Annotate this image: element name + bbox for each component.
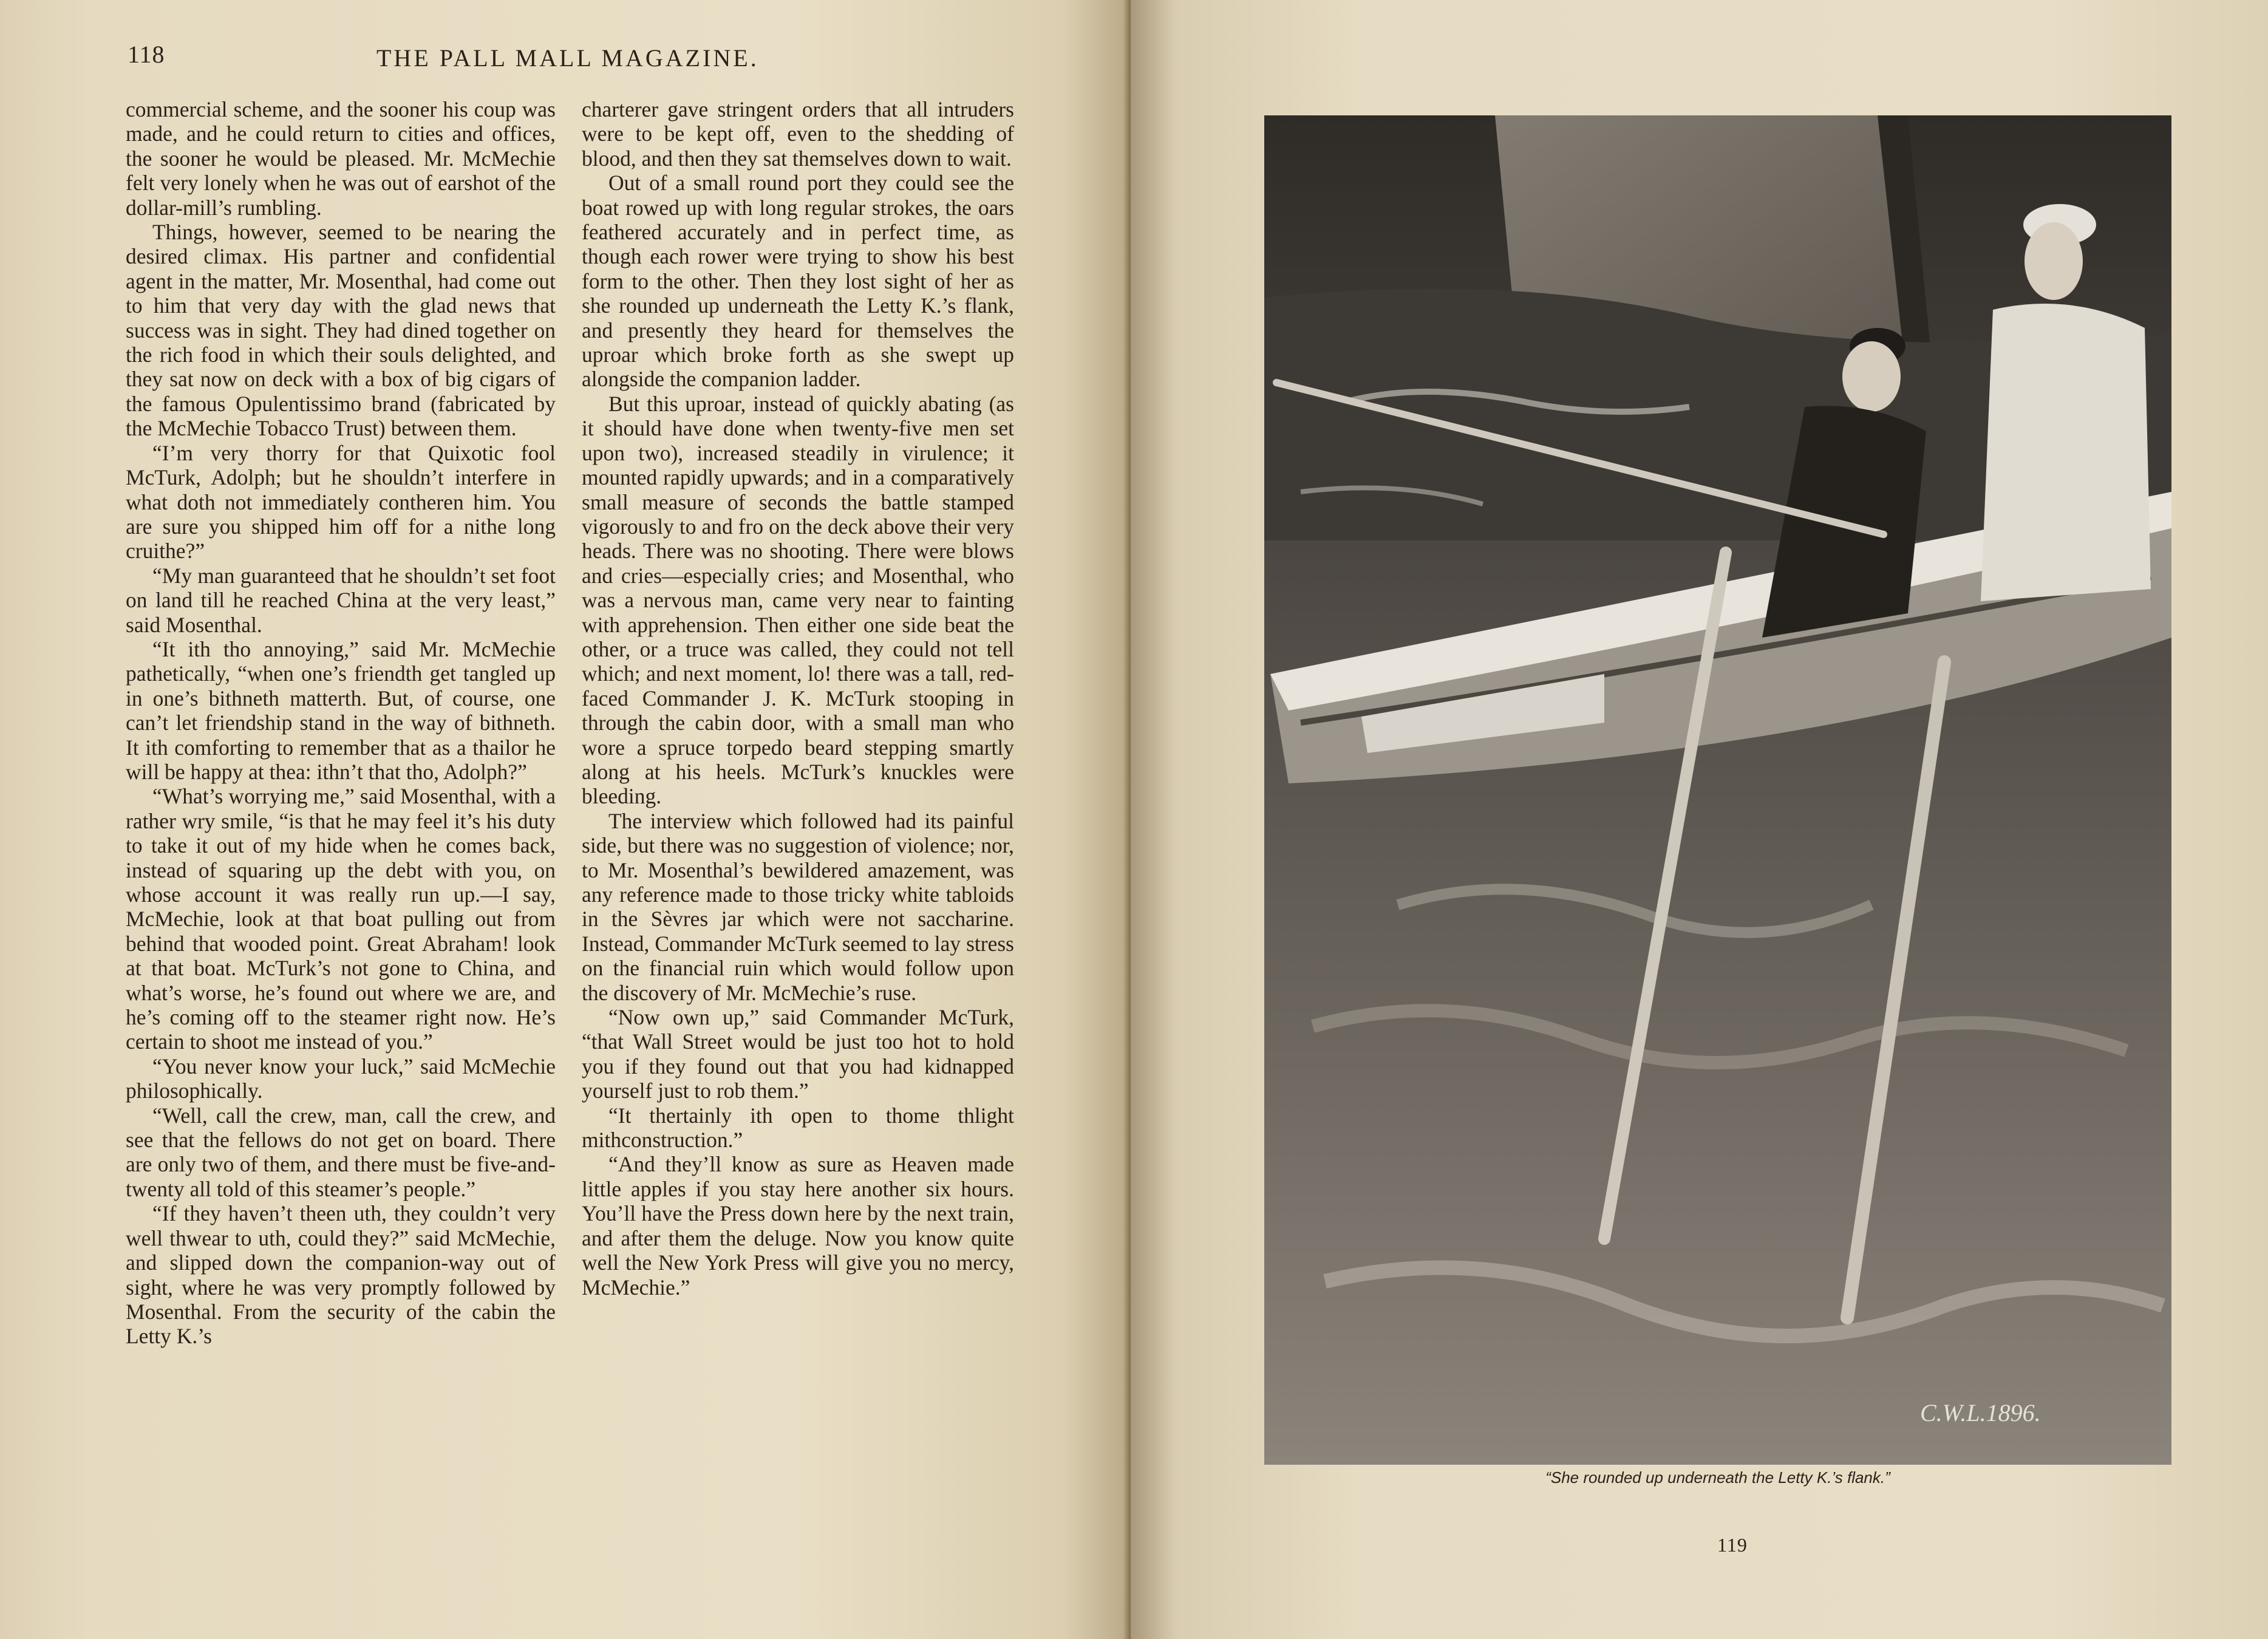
paragraph: Things, however, seemed to be nearing the desired climax. His partner and confidential agent in the matter, Mr. Mosenthal, had come out to him that very day with the glad news that success was in sight. They had dined together on the rich food in which their souls delighted, and they sat now on deck with a box of big cigars of the famous Opulentissimo brand (fabricated by the McMechie Tobacco Trust) between them. [126,220,556,441]
paragraph: “And they’ll know as sure as Heaven made little apples if you stay here another six hours. You’ll have the Press down here by the next train, and after them the deluge. Now you know quite well the New York Press will give you no mercy, McMechie.” [582,1152,1014,1300]
paragraph: “My man guaranteed that he shouldn’t set foot on land till he reached China at the very least,” said Mosenthal. [126,563,556,637]
paragraph: charterer gave stringent orders that all intruders were to be kept off, even to the shedding of blood, and then they sat themselves down to wait. [582,97,1014,171]
left-page [0,0,1131,1639]
illustration-rowboat [1264,115,2171,1465]
paragraph: “Well, call the crew, man, call the crew, and see that the fellows do not get on board. There are only two of them, and there must be five-and-twenty all told of this steamer’s people.” [126,1103,556,1201]
paragraph: “What’s worrying me,” said Mosenthal, with a rather wry smile, “is that he may feel it’s his duty to take it out of my hide when he comes back, instead of squaring up the debt with you, on whose account it was really run up.—I say, McMechie, look at that boat pulling out from behind that wooded point. Great Abraham! look at that boat. McTurk’s not gone to China, and what’s worse, he’s found out where we are, and he’s coming off to the steamer right now. He’s certain to shoot me instead of you.” [126,784,556,1054]
page-number-left: 118 [128,41,165,68]
paragraph: “If they haven’t theen uth, they couldn’t very well thwear to uth, could they?” said McMechie, and slipped down the companion-way out of sight, where he was very promptly followed by Mosenthal. From the security of the cabin the Letty K.’s [126,1201,556,1349]
illustration-drawing [1264,115,2171,1465]
paragraph: commercial scheme, and the sooner his coup was made, and he could return to cities and offices, the sooner he would be pleased. Mr. McMechie felt very lonely when he was out of earshot of the dollar-mill’s rumbling. [126,97,556,220]
page-number-right: 119 [1717,1534,1748,1556]
paragraph: Out of a small round port they could see the boat rowed up with long regular strokes, the oars feathered accurately and in perfect time, as though each rower were trying to show his best form to the other. Then they lost sight of her as she rounded up underneath the Letty K.’s flank, and presently they heard for themselves the uproar which broke forth as she swept up alongside the companion ladder. [582,171,1014,392]
illustrator-signature: C.W.L.1896. [1920,1399,2041,1426]
text-column-1 [126,97,556,1349]
paragraph: “It thertainly ith open to thome thlight mithconstruction.” [582,1103,1014,1153]
paragraph: “You never know your luck,” said McMechie philosophically. [126,1054,556,1103]
running-head: THE PALL MALL MAGAZINE. [376,44,759,72]
paragraph: “It ith tho annoying,” said Mr. McMechie pathetically, “when one’s friendth get tangled up in one’s bithneth matterth. But, of course, one can’t let friendship stand in the way of bithneth. It ith comforting to remember that as a thailor he will be happy at thea: ithn’t that tho, Adolph?” [126,636,556,784]
paragraph: “Now own up,” said Commander McTurk, “that Wall Street would be just too hot to hold you if they found out that you had kidnapped yourself just to rob them.” [582,1005,1014,1103]
text-column-2 [582,97,1014,1300]
illustration-caption: “She rounded up underneath the Letty K.’s flank.” [1545,1468,1890,1487]
paragraph: But this uproar, instead of quickly abating (as it should have done when twenty-five men set upon two), increased steadily in virulence; it mounted rapidly upwards; and in a comparatively small measure of seconds the battle stamped vigorously to and fro on the deck above their very heads. There was no shooting. There were blows and cries—especially cries; and Mosenthal, who was a nervous man, came very near to fainting with apprehension. Then either one side beat the other, or a truce was called, they could not tell which; and next moment, lo! there was a tall, red-faced Commander J. K. McTurk stooping in through the cabin door, with a small man who wore a spruce torpedo beard stepping smartly along at his heels. McTurk’s knuckles were bleeding. [582,391,1014,809]
paragraph: “I’m very thorry for that Quixotic fool McTurk, Adolph; but he shouldn’t interfere in what doth not immediately contheren him. You are sure you shipped him off for a nithe long cruithe?” [126,440,556,564]
paragraph: The interview which followed had its painful side, but there was no suggestion of violence; nor, to Mr. Mosenthal’s bewildered amazement, was any reference made to those tricky white tabloids in the Sèvres jar which were not saccharine. Instead, Commander McTurk seemed to lay stress on the financial ruin which would follow upon the discovery of Mr. McMechie’s ruse. [582,808,1014,1005]
